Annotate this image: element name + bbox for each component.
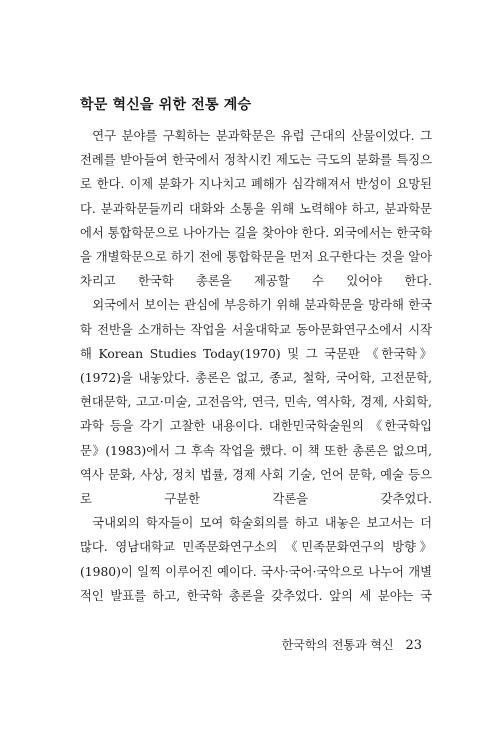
paragraph: 연구 분야를 구획하는 분과학문은 유럽 근대의 산물이었다. 그 전례를 받아들여 한국에서 정착시킨 제도는 극도의 분화를 특징으로 한다. 이제 분화가 지나치고 폐해가 심각해져서 반성이 요망된다. 분과학문들끼리 대화와 소통을 위해 노력해야 하고, 분과학문에서 통합학문으로 나아가는 길을 찾아야 한다. 외국에서는 한국학을 개별학문으로 하기 전에 통합학문을 먼저 요구한다는 것을 알아차리고 한국학 총론을 제공할 수 있어야 한다. [80, 129, 432, 289]
page-number: 23 [405, 638, 422, 653]
paragraph: 외국에서 보이는 관심에 부응하기 위해 분과학문을 망라해 한국학 전반을 소개하는 작업을 서울대학교 동아문화연구소에서 시작해 Korean Studies Today(1970) 및 그 국문판 《한국학》(1972)을 내놓았다. 총론은 없고, 종교, 철학, 국어학, 고전문학, 현대문학, 고고·미술, 고전음악, 연극, 민속, 역사학, 경제, 사회학, 과학 등을 각기 고찰한 내용이다. 대한민국학술원의 《한국학입문》(1983)에서 그 후속 작업을 했다. 이 책 또한 총론은 없으며, 역사 문화, 사상, 정치 법률, 경제 사회 기술, 언어 문학, 예술 등으로 구분한 각론을 갖추었다. [80, 298, 432, 507]
running-title: 한국학의 전통과 혁신 [281, 638, 394, 652]
page-footer [282, 636, 422, 653]
section-heading: 학문 혁신을 위한 전통 계승 [80, 97, 252, 113]
body-text [80, 124, 432, 608]
paragraph: 국내외의 학자들이 모여 학술회의를 하고 내놓은 보고서는 더 많다. 영남대학교 민족문화연구소의 《민족문화연구의 방향》(1980)이 일찍 이루어진 예이다. 국사·국어·국악으로 나누어 개별적인 발표를 하고, 한국학 총론을 갖추었다. 앞의 세 분야는 국 [80, 516, 432, 603]
